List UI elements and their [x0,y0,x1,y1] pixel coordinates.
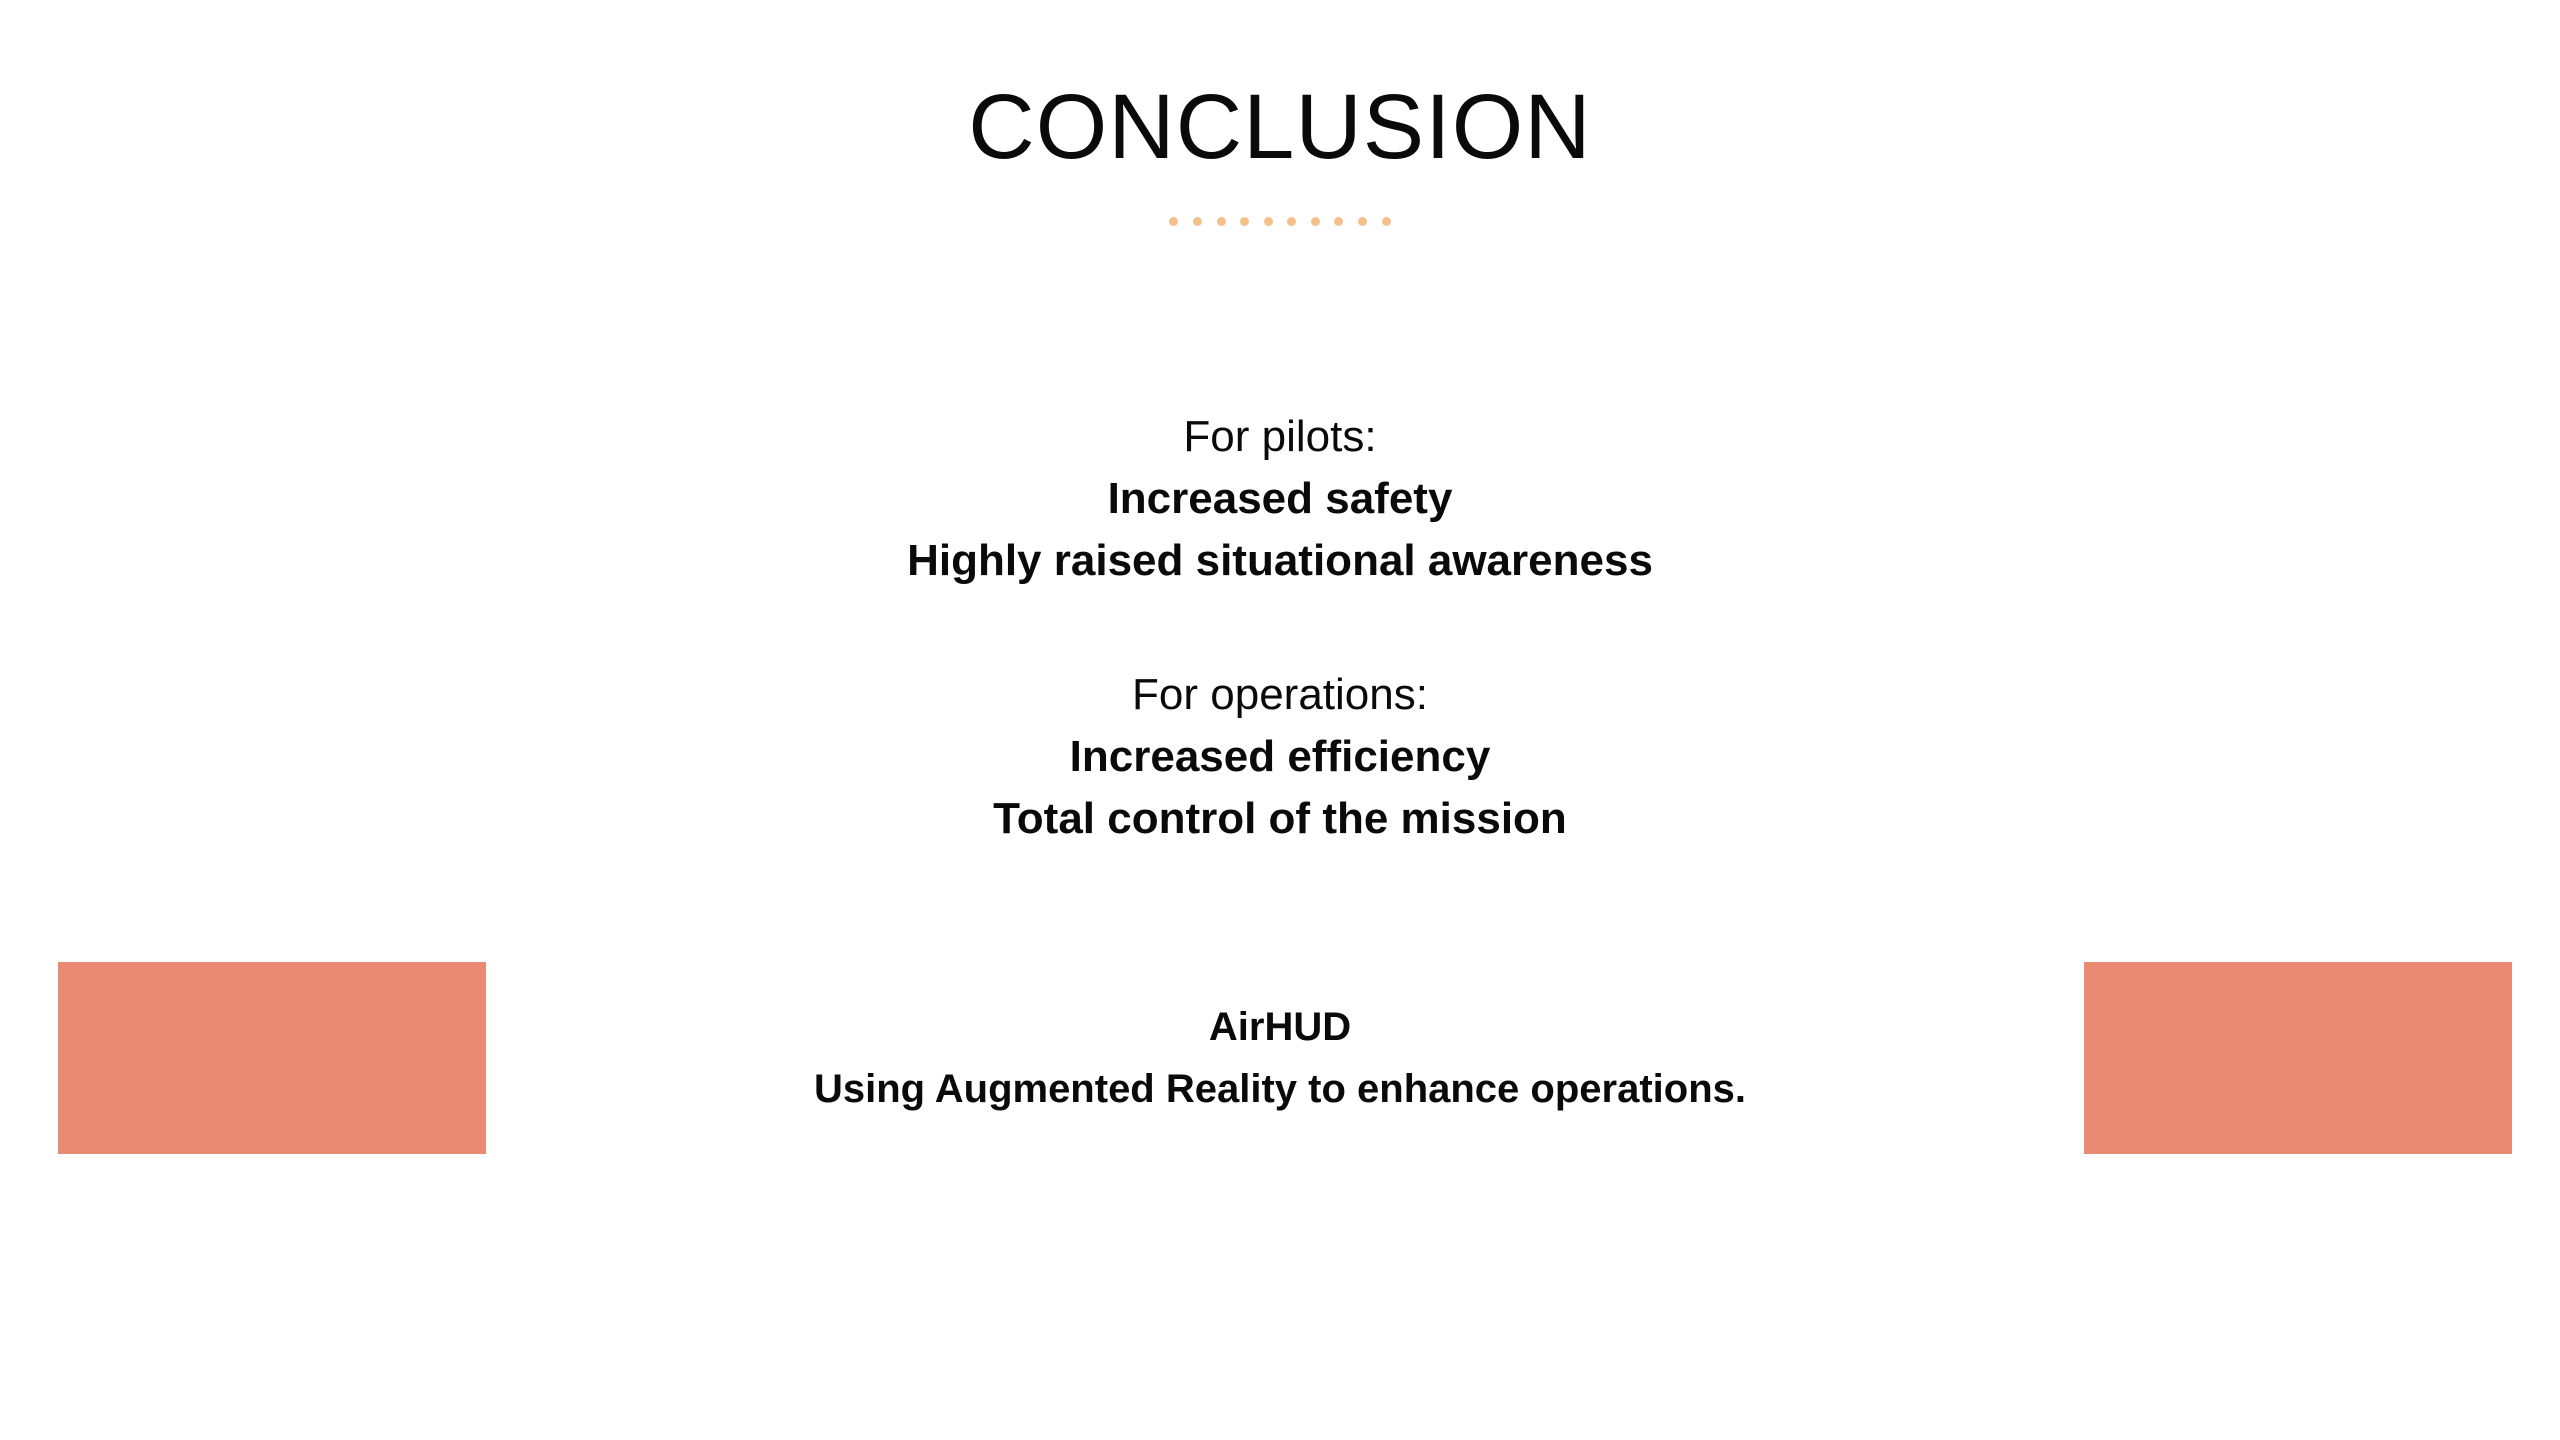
divider-dot [1358,217,1367,226]
operations-heading: For operations: [1132,670,1428,719]
operations-section [0,664,2560,850]
divider-dot [1217,217,1226,226]
brand-name: AirHUD [1208,1005,1352,1049]
divider-dot [1240,217,1249,226]
divider-dot [1311,217,1320,226]
operations-point-efficiency: Increased efficiency [1069,732,1491,781]
pilots-point-safety: Increased safety [1107,474,1453,523]
divider-dot [1193,217,1202,226]
divider-dot [1287,217,1296,226]
divider-dot [1334,217,1343,226]
dotted-divider [0,217,2560,226]
pilots-section [0,406,2560,592]
pilots-point-awareness: Highly raised situational awareness [907,536,1653,585]
slide-title: CONCLUSION [968,76,1592,178]
footer-tagline-section [0,996,2560,1120]
operations-point-control: Total control of the mission [993,794,1567,843]
pilots-heading: For pilots: [1183,412,1377,461]
divider-dot [1264,217,1273,226]
divider-dot [1169,217,1178,226]
tagline: Using Augmented Reality to enhance operations. [814,1067,1746,1111]
divider-dot [1382,217,1391,226]
